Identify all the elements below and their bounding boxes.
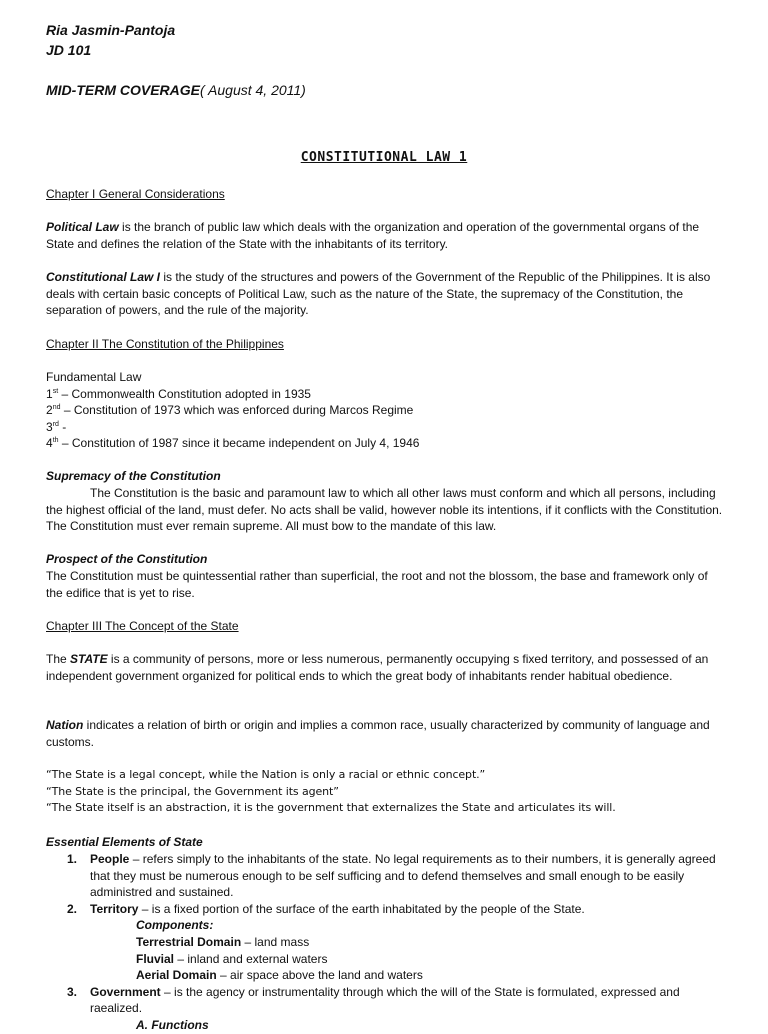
component-text: – air space above the land and waters: [216, 968, 423, 983]
state-paragraph: [46, 651, 726, 684]
quote-line: “The State is a legal concept, while the Nation is only a racial or ethnic concept.”: [46, 768, 486, 781]
item-text: – Constitution of 1987 since it became independent on July 4, 1946: [58, 436, 420, 451]
political-law-text: is the branch of public law which deals with the organization and operation of the governmental organs of the State and defines the relation of the State with the inhabitants of its territory.: [46, 220, 700, 251]
term-government: Government: [90, 984, 161, 999]
item-number: 1.: [67, 852, 78, 866]
item-text: – Commonwealth Constitution adopted in 1935: [58, 386, 311, 401]
coverage-date: ( August 4, 2011): [200, 82, 306, 98]
item-text: – Constitution of 1973 which was enforced during Marcos Regime: [60, 403, 414, 418]
item-text: -: [58, 419, 67, 434]
component-item: [46, 951, 726, 968]
territory-text: – is a fixed portion of the surface of the earth inhabitated by the people of the State.: [138, 901, 585, 916]
list-item: [46, 402, 726, 419]
chapter-1-heading: Chapter I General Considerations: [46, 187, 225, 201]
item-ordinal: nd: [52, 404, 61, 412]
list-item: [46, 419, 726, 436]
term-nation: Nation: [46, 718, 84, 732]
component-text: – inland and external waters: [174, 951, 328, 966]
item-ordinal: rd: [52, 420, 59, 428]
elements-list: [46, 851, 726, 1034]
item-number: 3: [46, 419, 53, 434]
coverage-label: MID-TERM COVERAGE: [46, 82, 200, 98]
political-law-paragraph: [46, 219, 726, 252]
nation-text: indicates a relation of birth or origin and implies a common race, usually characterized by community of language and customs.: [46, 718, 710, 749]
component-term: Fluvial: [136, 951, 175, 966]
term-constitutional-law: Constitutional Law I: [46, 270, 160, 284]
quotes-block: [46, 767, 726, 817]
component-item: [46, 934, 726, 951]
people-text: – refers simply to the inhabitants of the state. No legal requirements as to their numbers, it is generally agreed that they must be numerous enough to be self sufficing and to defend themselves and small enough to be easily administred and sustained.: [90, 852, 716, 900]
list-item: [46, 435, 726, 452]
prospect-heading: Prospect of the Constitution: [46, 552, 208, 566]
fundamental-law-label: Fundamental Law: [46, 370, 142, 384]
fundamental-law-list: [46, 369, 726, 452]
constitutional-law-text: is the study of the structures and powers of the Government of the Republic of the Philippines. It is also deals with certain basic concepts of Political Law, such as the nature of the State, the supremacy of the Constitution, the separation of powers, and the rule of the majority.: [46, 270, 711, 318]
list-item: [46, 984, 726, 1017]
item-number: 4: [46, 436, 53, 451]
item-number: 2.: [67, 901, 78, 916]
list-item: [46, 851, 726, 901]
item-ordinal: st: [52, 387, 59, 395]
state-text: is a community of persons, more or less numerous, permanently occupying s fixed territory, and possessed of an independent government organized for political ends to which the great body of inhabitants render habitual obedience.: [46, 652, 709, 683]
component-term: Terrestrial Domain: [136, 934, 242, 949]
quote-line: “The State itself is an abstraction, it is the government that externalizes the State and articulates its will.: [46, 801, 616, 815]
chapter-2-heading: Chapter II The Constitution of the Philippines: [46, 337, 284, 351]
item-ordinal: th: [52, 437, 59, 445]
prospect-paragraph: The Constitution must be quintessential rather than superficial, the root and not the blossom, the base and framework only of the edifice that is yet to rise.: [46, 569, 708, 600]
quote-line: “The State is the principal, the Government its agent”: [46, 784, 339, 798]
term-political-law: Political Law: [46, 220, 119, 234]
constitutional-law-paragraph: [46, 269, 726, 319]
nation-paragraph: [46, 717, 726, 750]
author-name: Ria Jasmin-Pantoja: [46, 22, 176, 38]
component-text: – land mass: [241, 934, 310, 949]
item-number: 1: [46, 386, 53, 401]
list-item: [46, 901, 726, 918]
elements-heading: Essential Elements of State: [46, 835, 203, 849]
supremacy-paragraph: The Constitution is the basic and paramount law to which all other laws must conform and which all persons, including the highest official of the land, must defer. No acts shall be valid, however noble its intentions, if it conflicts with the Constitution. The Constitution must ever remain supreme. All must bow to the mandate of this law.: [46, 486, 723, 534]
components-label: Components:: [136, 918, 214, 933]
item-number: 3.: [67, 984, 78, 999]
component-term: Aerial Domain: [136, 968, 217, 983]
supremacy-heading: Supremacy of the Constitution: [46, 469, 221, 483]
item-number: 2: [46, 403, 53, 418]
chapter-3-heading: Chapter III The Concept of the State: [46, 619, 239, 633]
coverage-line: [46, 82, 306, 99]
functions-label: A. Functions: [136, 1017, 209, 1032]
state-prefix: The: [46, 652, 71, 666]
course-code: JD 101: [46, 42, 92, 58]
component-item: [46, 967, 726, 984]
list-item: [46, 386, 726, 403]
government-text: – is the agency or instrumentality through which the will of the State is formulated, expressed and raealized.: [90, 984, 680, 1016]
term-state: STATE: [70, 652, 108, 666]
term-territory: Territory: [90, 901, 139, 916]
document-title: CONSTITUTIONAL LAW 1: [300, 150, 468, 165]
term-people: People: [90, 852, 130, 866]
